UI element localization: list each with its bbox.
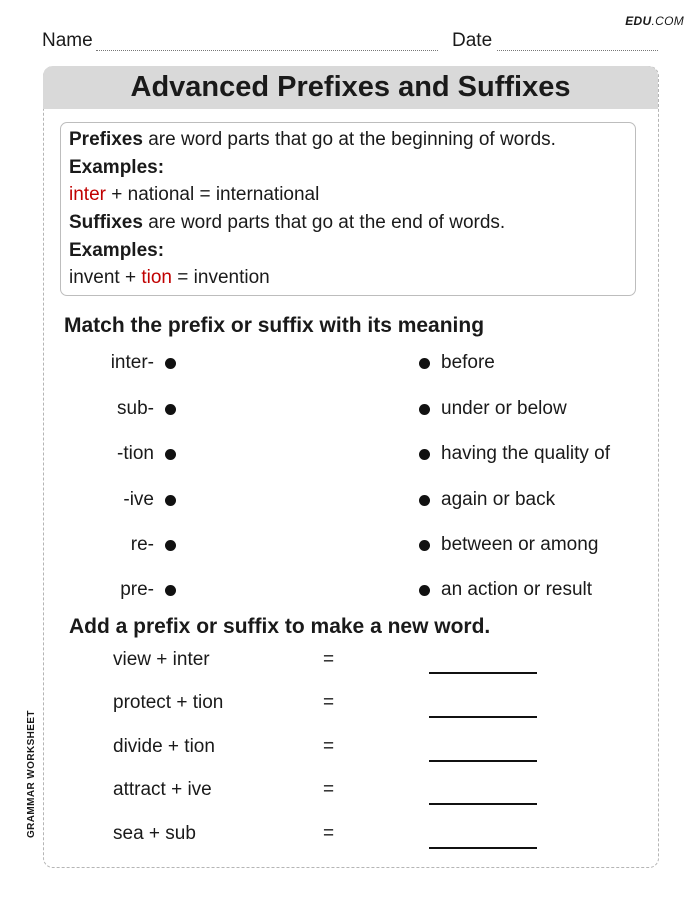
suffix-definition: are word parts that go at the end of words. <box>142 212 506 233</box>
suffix-example <box>69 267 270 289</box>
answer-blank[interactable] <box>429 716 537 718</box>
equals-sign: = <box>323 649 335 670</box>
match-left-item: sub- <box>117 398 154 419</box>
match-right-item: again or back <box>441 489 556 510</box>
equals-sign: = <box>323 823 335 844</box>
match-left-item: -ive <box>123 489 154 510</box>
match-heading: Match the prefix or suffix with its meaning <box>64 314 485 337</box>
word-problem: protect + tion <box>113 692 224 713</box>
equals-sign: = <box>323 736 335 757</box>
brand-main: EDU <box>625 14 652 28</box>
match-left-item: -tion <box>117 443 154 464</box>
worksheet-title: Advanced Prefixes and Suffixes <box>43 66 658 109</box>
match-left-dot[interactable] <box>165 358 176 369</box>
answer-blank[interactable] <box>429 847 537 849</box>
name-line[interactable] <box>96 50 438 51</box>
prefix-examples-label: Examples: <box>69 157 165 178</box>
match-right-item: under or below <box>441 398 567 419</box>
prefix-example <box>69 184 319 206</box>
info-suffix-line <box>69 212 505 234</box>
match-left-item: pre- <box>120 579 154 600</box>
date-line[interactable] <box>497 50 658 51</box>
word-problem: divide + tion <box>113 736 215 757</box>
suffix-example-start: invent + <box>69 267 142 288</box>
suffix-term: Suffixes <box>69 212 143 233</box>
info-prefix-line <box>69 129 556 151</box>
prefix-example-rest: + national = international <box>105 184 320 205</box>
answer-blank[interactable] <box>429 672 537 674</box>
answer-blank[interactable] <box>429 803 537 805</box>
prefix-term: Prefixes <box>69 129 143 150</box>
name-label: Name <box>42 30 93 51</box>
match-right-dot[interactable] <box>419 540 430 551</box>
word-problem: view + inter <box>113 649 210 670</box>
prefix-example-part: inter <box>69 184 106 205</box>
date-label: Date <box>452 30 493 51</box>
word-problem: attract + ive <box>113 779 212 800</box>
match-left-item: re- <box>130 534 154 555</box>
match-right-dot[interactable] <box>419 358 430 369</box>
brand-suffix: .COM <box>651 14 684 28</box>
match-left-dot[interactable] <box>165 585 176 596</box>
match-right-item: between or among <box>441 534 599 555</box>
match-right-dot[interactable] <box>419 449 430 460</box>
match-left-dot[interactable] <box>165 449 176 460</box>
match-left-dot[interactable] <box>165 404 176 415</box>
suffix-example-part: tion <box>141 267 172 288</box>
match-right-item: an action or result <box>441 579 593 600</box>
answer-blank[interactable] <box>429 760 537 762</box>
side-label: GRAMMAR WORKSHEET <box>26 710 37 838</box>
match-right-item: having the quality of <box>441 443 611 464</box>
match-left-dot[interactable] <box>165 495 176 506</box>
match-right-dot[interactable] <box>419 495 430 506</box>
match-right-dot[interactable] <box>419 585 430 596</box>
equals-sign: = <box>323 779 335 800</box>
equals-sign: = <box>323 692 335 713</box>
match-right-dot[interactable] <box>419 404 430 415</box>
suffix-examples-label: Examples: <box>69 240 165 261</box>
match-left-item: inter- <box>110 352 154 373</box>
suffix-example-rest: = invention <box>172 267 270 288</box>
match-left-dot[interactable] <box>165 540 176 551</box>
make-word-heading: Add a prefix or suffix to make a new word. <box>69 615 491 638</box>
brand-logo <box>625 14 684 28</box>
match-right-item: before <box>441 352 495 373</box>
prefix-definition: are word parts that go at the beginning of words. <box>142 129 556 150</box>
word-problem: sea + sub <box>113 823 196 844</box>
